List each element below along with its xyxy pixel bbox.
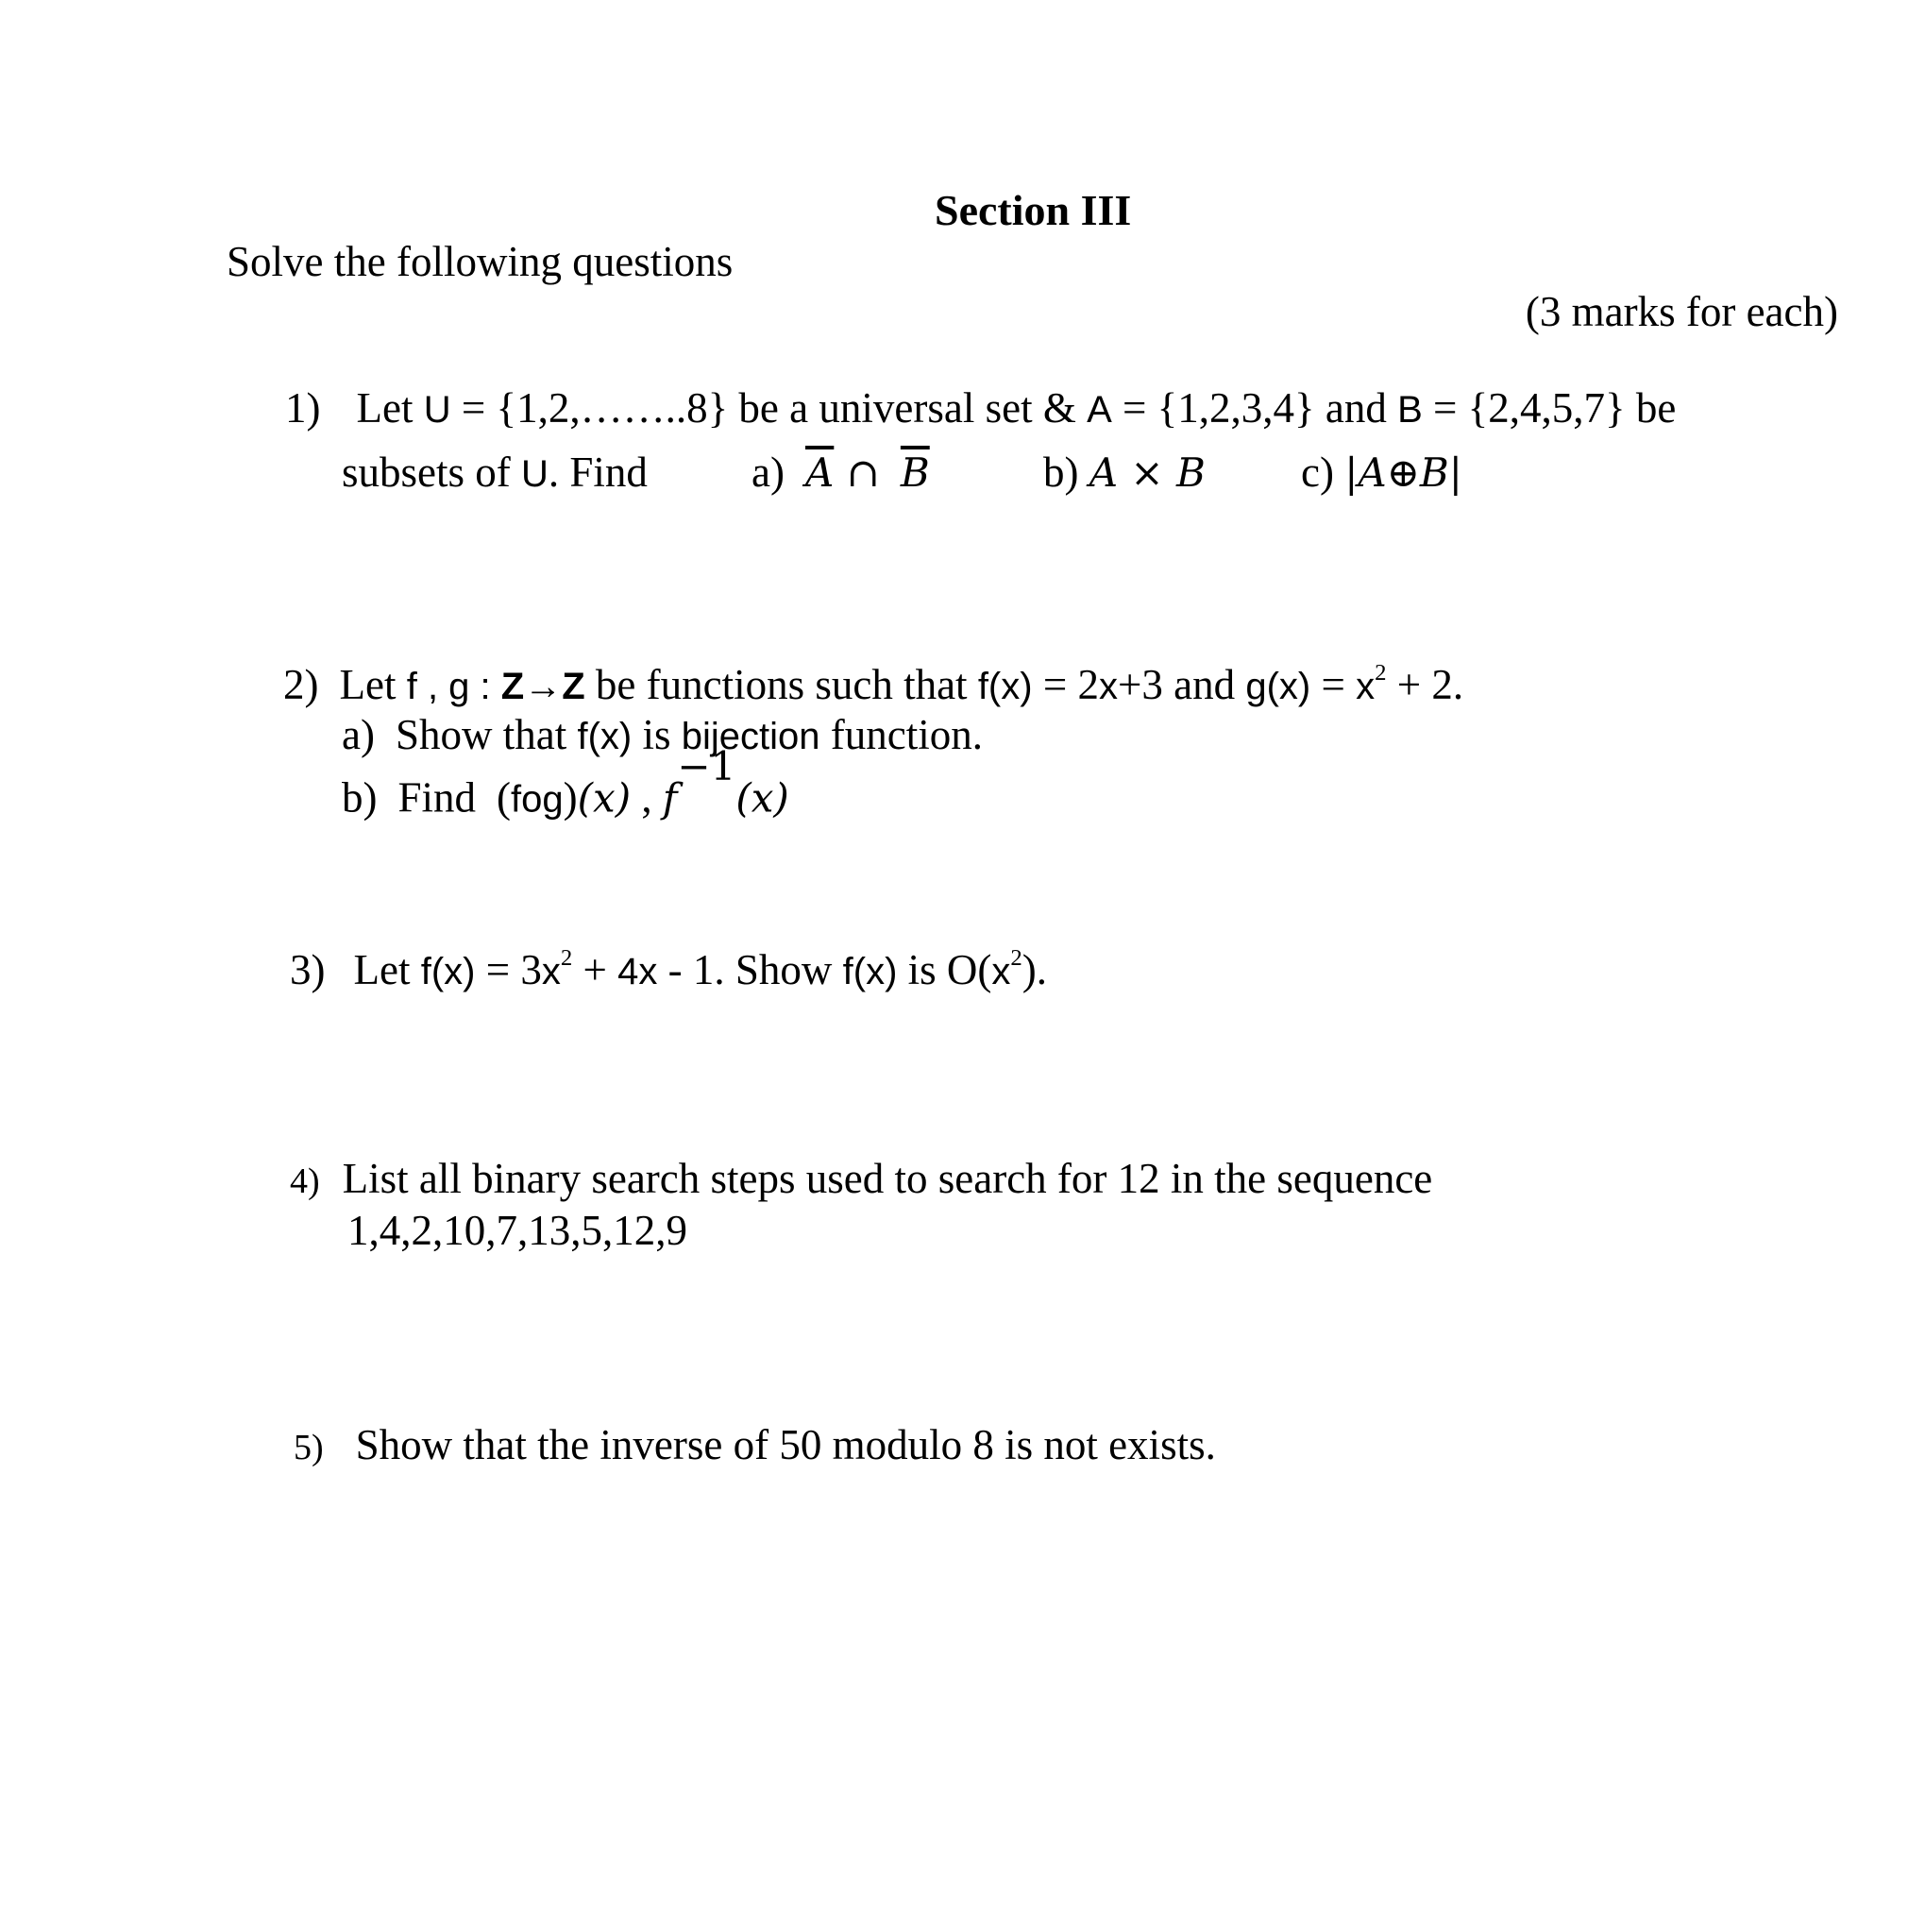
q1-cartesian-product: A × B: [1089, 449, 1206, 496]
question-1-line-2: [342, 451, 648, 494]
q3-f-of-x: f(x): [420, 951, 476, 992]
q2-of-x: (x): [577, 774, 632, 822]
q1-intersection: ∩: [834, 449, 880, 496]
q1-set-u: U: [521, 453, 549, 495]
q2-inverse-exponent: −1: [677, 743, 736, 789]
q1-symmetric-difference: |A⊕B|: [1344, 449, 1462, 496]
question-4-number: 4): [290, 1161, 320, 1201]
q3-f-of-x: f(x): [842, 951, 898, 992]
q2-text: = 2: [1032, 661, 1099, 708]
q3-x: x: [991, 951, 1011, 992]
q2-part-b-label: b): [342, 773, 378, 822]
q2-of-x: (x): [735, 774, 789, 822]
q1-text: = {1,2,3,4} and: [1111, 384, 1398, 432]
q2-text: Show that: [395, 711, 578, 758]
q2-f-of-x: f(x): [577, 716, 633, 757]
q1-part-c-label: c): [1301, 449, 1345, 496]
q2-function-names: f , g :: [406, 666, 501, 707]
q4-sequence: 1,4,2,10,7,13,5,12,9: [347, 1207, 687, 1254]
q2-f-of-x: f(x): [977, 666, 1033, 707]
q2-f: f: [662, 774, 678, 822]
question-1-number: 1): [285, 384, 321, 432]
question-3-number: 3): [290, 946, 326, 993]
q2-g-of-x: g(x): [1245, 666, 1311, 707]
q1-b-complement: $\overline{B}$: [900, 449, 930, 496]
q3-text: is O(: [897, 946, 992, 993]
q2-text: =: [1310, 661, 1357, 708]
q1-part-a-label: a): [751, 449, 785, 496]
q2-text: Find: [397, 773, 477, 822]
question-1-part-c: [1301, 451, 1462, 494]
q2-x: x: [1356, 666, 1376, 707]
question-1-part-b: [1043, 451, 1206, 494]
question-2-number: 2): [283, 661, 319, 708]
question-2-line-1: [283, 660, 1464, 708]
q2-exponent: 2: [1375, 660, 1387, 686]
q1-text: . Find: [548, 449, 648, 496]
q2-paren: (: [497, 773, 512, 822]
q2-text: be functions such that: [584, 661, 978, 708]
q3-text: +: [572, 946, 618, 993]
q1-a-complement: $\overline{A}$: [804, 449, 835, 496]
q3-text: - 1. Show: [657, 946, 843, 993]
q3-4x: 4x: [617, 951, 658, 992]
question-1-line-1: [285, 384, 1677, 432]
question-4-line-2: [347, 1207, 687, 1254]
question-3: [290, 945, 1048, 993]
q3-text: = 3: [475, 946, 542, 993]
q4-text: List all binary search steps used to search for 12 in the sequence: [342, 1155, 1433, 1202]
q2-comma: ,: [631, 773, 663, 822]
q2-x: x: [1098, 666, 1118, 707]
q5-text: Show that the inverse of 50 modulo 8 is not exists.: [355, 1421, 1216, 1468]
q2-paren: ): [563, 773, 578, 822]
q1-set-u: U: [423, 389, 451, 431]
q3-x: x: [541, 951, 561, 992]
q1-part-b-label: b): [1043, 449, 1089, 496]
q3-exponent: 2: [560, 945, 573, 972]
question-5-number: 5): [294, 1428, 324, 1467]
q2-domain-codomain: Z→Z: [500, 666, 585, 707]
q3-text: Let: [353, 946, 421, 993]
question-2-part-a: [342, 711, 983, 758]
q1-text: = {1,2,……..8} be a universal set &: [450, 384, 1088, 432]
question-4-line-1: [290, 1155, 1433, 1202]
question-1-part-a: [751, 451, 930, 494]
q2-text: +3 and: [1117, 661, 1246, 708]
question-2-part-b: [342, 743, 789, 822]
q3-text: ).: [1022, 946, 1048, 993]
instructions: Solve the following questions: [227, 238, 734, 285]
q1-text: subsets of: [342, 449, 521, 496]
q2-text: Let: [339, 661, 407, 708]
q1-set-b: B: [1397, 389, 1423, 431]
section-title: Section III: [935, 186, 1132, 234]
q3-exponent: 2: [1010, 945, 1022, 972]
q1-text: Let: [356, 384, 424, 432]
question-5: [294, 1421, 1216, 1468]
q2-part-a-label: a): [342, 711, 375, 758]
q2-text: is: [632, 711, 682, 758]
q2-bijection: bijection: [681, 716, 820, 757]
q2-text: + 2.: [1386, 661, 1464, 708]
marks-note: (3 marks for each): [1525, 288, 1838, 335]
q1-text: = {2,4,5,7} be: [1422, 384, 1677, 432]
q1-set-a: A: [1087, 389, 1112, 431]
q2-text: function.: [819, 711, 983, 758]
q2-fog: fog: [511, 778, 564, 821]
